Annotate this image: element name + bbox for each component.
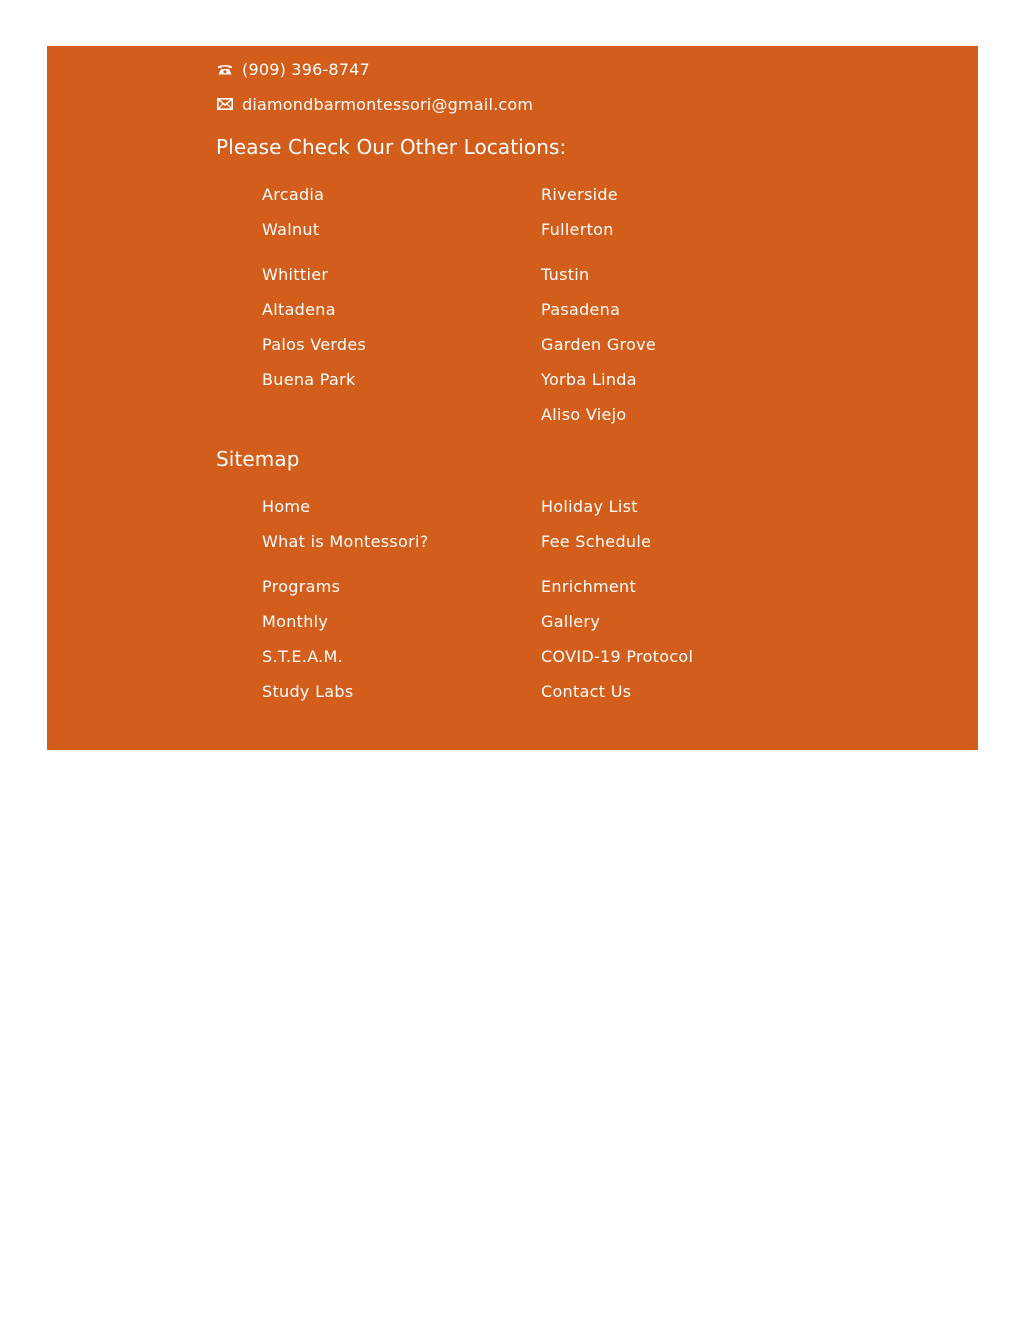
location-link-whittier[interactable]: Whittier [262, 265, 329, 284]
location-link-walnut[interactable]: Walnut [262, 220, 320, 239]
sitemap-link-fee-schedule[interactable]: Fee Schedule [541, 532, 652, 551]
location-link-arcadia[interactable]: Arcadia [262, 185, 325, 204]
sitemap-link-what-is-montessori[interactable]: What is Montessori? [262, 532, 429, 551]
sitemap-link-study-labs[interactable]: Study Labs [262, 682, 354, 701]
location-link-aliso-viejo[interactable]: Aliso Viejo [541, 405, 627, 424]
location-link-riverside[interactable]: Riverside [541, 185, 618, 204]
sitemap-link-steam[interactable]: S.T.E.A.M. [262, 647, 344, 666]
location-link-fullerton[interactable]: Fullerton [541, 220, 614, 239]
sitemap-link-contact-us[interactable]: Contact Us [541, 682, 632, 701]
location-link-altadena[interactable]: Altadena [262, 300, 336, 319]
sitemap-link-holiday-list[interactable]: Holiday List [541, 497, 638, 516]
sitemap-link-monthly[interactable]: Monthly [262, 612, 329, 631]
sitemap-link-enrichment[interactable]: Enrichment [541, 577, 637, 596]
location-link-palos-verdes[interactable]: Palos Verdes [262, 335, 367, 354]
envelope-icon [216, 97, 234, 111]
sitemap-link-covid-19-protocol[interactable]: COVID-19 Protocol [541, 647, 694, 666]
email-link[interactable]: diamondbarmontessori@gmail.com [242, 94, 534, 114]
location-link-garden-grove[interactable]: Garden Grove [541, 335, 657, 354]
sitemap-link-home[interactable]: Home [262, 497, 311, 516]
location-link-pasadena[interactable]: Pasadena [541, 300, 621, 319]
locations-heading: Please Check Our Other Locations: [216, 135, 567, 159]
location-link-yorba-linda[interactable]: Yorba Linda [541, 370, 637, 389]
sitemap-link-gallery[interactable]: Gallery [541, 612, 601, 631]
sitemap-link-programs[interactable]: Programs [262, 577, 341, 596]
location-link-buena-park[interactable]: Buena Park [262, 370, 356, 389]
phone-row [216, 58, 370, 80]
phone-icon [216, 62, 234, 76]
email-row [216, 93, 533, 115]
location-link-tustin[interactable]: Tustin [541, 265, 590, 284]
phone-link[interactable]: (909) 396-8747 [242, 59, 370, 79]
sitemap-heading: Sitemap [216, 447, 300, 471]
footer-panel [47, 46, 978, 750]
